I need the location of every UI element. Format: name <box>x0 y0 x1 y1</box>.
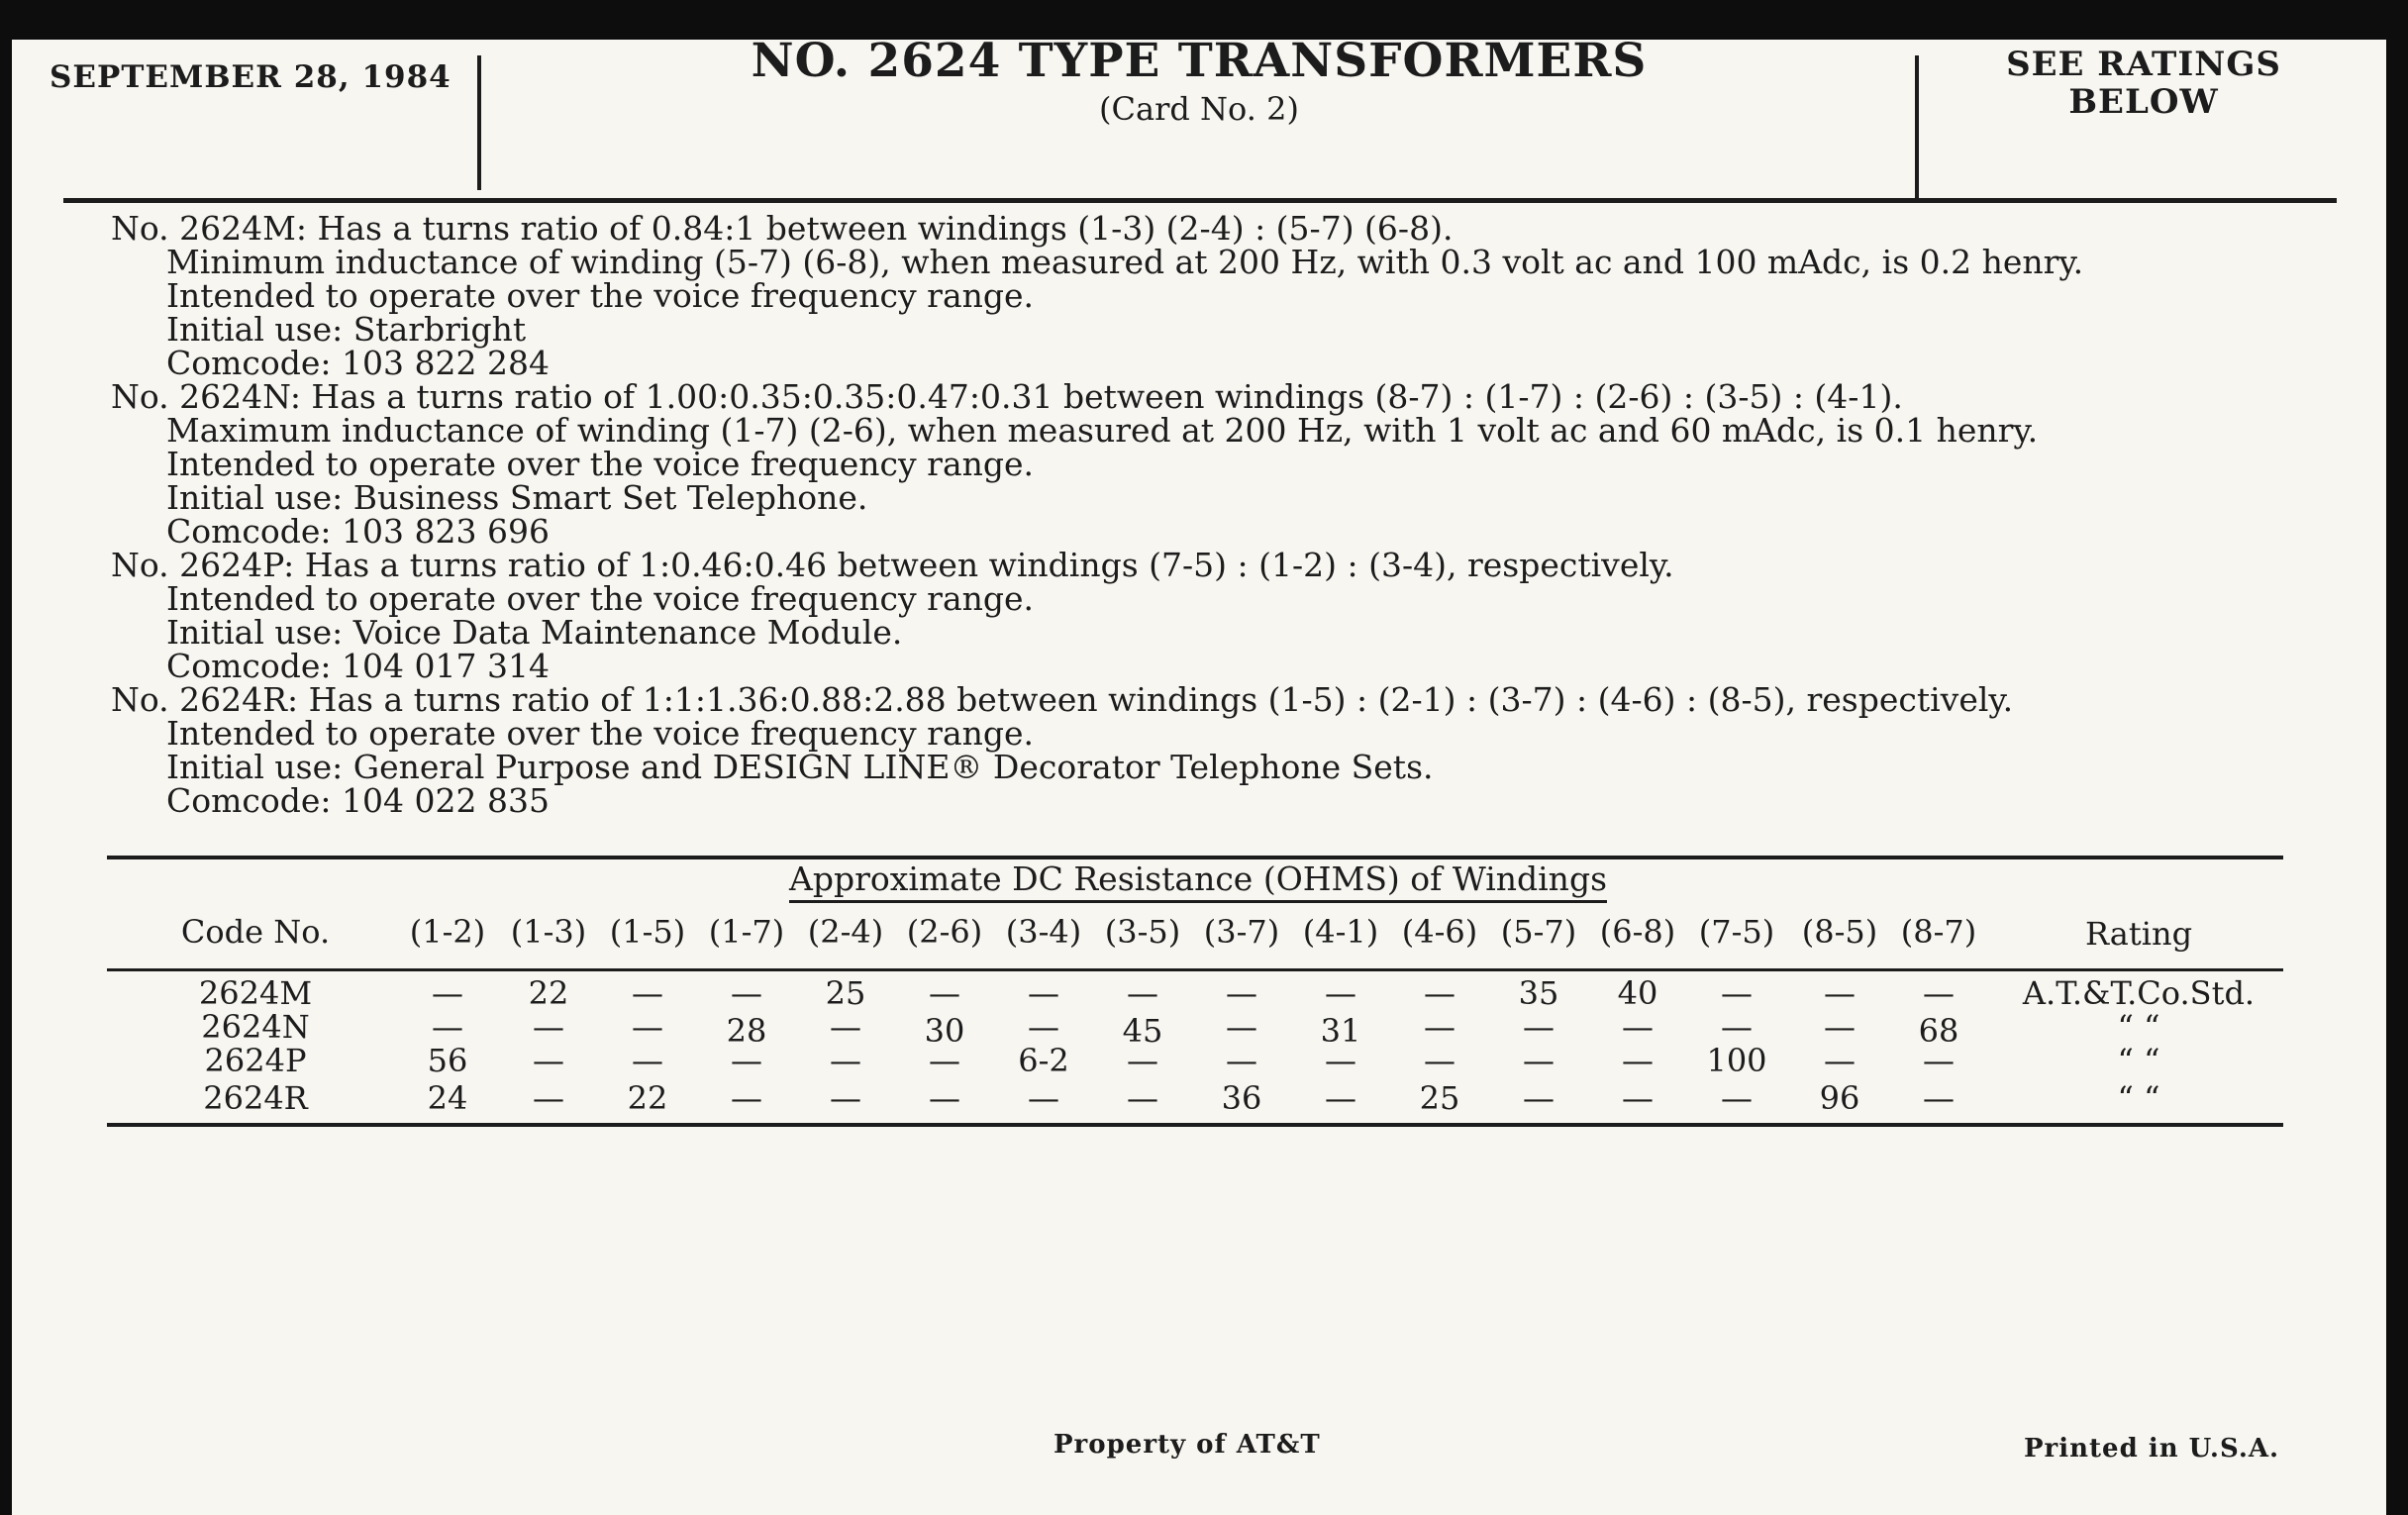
entry-line: Comcode: 103 823 696 <box>166 512 550 551</box>
entry <box>99 377 2327 551</box>
column-header-winding: (1-5) <box>609 913 686 951</box>
table-cell-value: — <box>929 1042 960 1079</box>
entry-line: Intended to operate over the voice frequency range. <box>166 579 1035 618</box>
entry <box>99 680 2327 820</box>
column-header-winding: (6-8) <box>1599 913 1676 951</box>
table-cell-value: — <box>1824 1008 1856 1046</box>
entry-lead: No. 2624P: Has a turns ratio of 1:0.46:0.46 between windings (7-5) : (1-2) : (3-4), respectively. <box>111 546 1674 584</box>
table-cell-rating: “ “ <box>2117 1079 2160 1117</box>
table-cell-value: — <box>1226 1042 1257 1079</box>
entry-line: Comcode: 103 822 284 <box>166 344 550 382</box>
ratings-note <box>1926 46 2361 121</box>
column-header-winding: (1-7) <box>708 913 785 951</box>
table-cell-value: — <box>1226 1008 1257 1046</box>
header-title-block <box>481 34 1917 129</box>
entry-line: Initial use: Starbright <box>166 310 527 349</box>
table-cell-value: 45 <box>1122 1012 1163 1050</box>
table-cell-value: 68 <box>1918 1012 1959 1050</box>
table-cell-value: — <box>1721 1008 1753 1046</box>
table-cell-value: — <box>1325 1042 1356 1079</box>
table-cell-rating: “ “ <box>2117 1008 2160 1046</box>
table-cell-value: — <box>1028 974 1059 1012</box>
table-cell-value: — <box>432 1008 463 1046</box>
table-cell-value: — <box>1424 974 1455 1012</box>
table-cell-rating: A.T.&T.Co.Std. <box>2022 974 2256 1012</box>
table-cell-value: 25 <box>825 974 866 1012</box>
header-rule <box>63 198 2337 203</box>
column-header-winding: (3-7) <box>1203 913 1280 951</box>
table-cell-value: — <box>1325 1079 1356 1117</box>
table-cell-value: — <box>1325 974 1356 1012</box>
table-cell-value: 100 <box>1706 1042 1767 1079</box>
table-cell-value: — <box>1622 1008 1654 1046</box>
column-header-winding: (4-6) <box>1401 913 1478 951</box>
entry-lead: No. 2624R: Has a turns ratio of 1:1:1.36:0.88:2.88 between windings (1-5) : (2-1) : (3-7) : (4-6) : (8-5), respectively. <box>111 680 2014 719</box>
table-cell-value: 40 <box>1617 974 1658 1012</box>
table-cell-value: 30 <box>924 1012 965 1050</box>
table-cell-value: — <box>830 1042 861 1079</box>
transformer-descriptions <box>99 209 2327 820</box>
column-header-winding: (8-5) <box>1801 913 1878 951</box>
entry-line: Comcode: 104 017 314 <box>166 647 550 685</box>
table-cell-value: — <box>929 1079 960 1117</box>
scan-edge <box>2390 0 2408 1515</box>
column-header-winding: (7-5) <box>1698 913 1775 951</box>
entry-line: Intended to operate over the voice frequency range. <box>166 276 1035 315</box>
column-header-winding: (3-5) <box>1104 913 1181 951</box>
table-cell-value: — <box>1622 1079 1654 1117</box>
header-date: SEPTEMBER 28, 1984 <box>50 59 452 95</box>
table-cell-value: 96 <box>1819 1079 1860 1117</box>
table-cell-value: 56 <box>427 1042 468 1079</box>
entry-lead: No. 2624M: Has a turns ratio of 0.84:1 between windings (1-3) (2-4) : (5-7) (6-8). <box>111 209 1454 248</box>
table-cell-code: 2624R <box>203 1079 308 1117</box>
table-cell-value: — <box>1127 1042 1158 1079</box>
table-cell-value: — <box>1923 1042 1955 1079</box>
entry-line: Minimum inductance of winding (5-7) (6-8), when measured at 200 Hz, with 0.3 volt ac and 100 mAdc, is 0.2 henry. <box>166 243 2084 281</box>
table-cell-value: — <box>432 974 463 1012</box>
column-header-winding: (5-7) <box>1500 913 1577 951</box>
table-header-rule <box>107 968 2283 971</box>
table-cell-value: — <box>1824 974 1856 1012</box>
table-cell-value: — <box>830 1008 861 1046</box>
footer-property: Property of AT&T <box>1054 1430 1321 1460</box>
table-cell-code: 2624N <box>201 1008 310 1046</box>
column-header-winding: (4-1) <box>1302 913 1379 951</box>
table-cell-value: — <box>1226 974 1257 1012</box>
table-cell-code: 2624M <box>198 974 313 1012</box>
entry-line: Intended to operate over the voice frequency range. <box>166 445 1035 483</box>
table-cell-value: — <box>632 974 663 1012</box>
column-header-code: Code No. <box>180 913 331 951</box>
table-cell-value: 24 <box>427 1079 468 1117</box>
column-header-winding: (2-4) <box>807 913 884 951</box>
page-title: NO. 2624 TYPE TRANSFORMERS <box>751 34 1648 88</box>
entry-lead: No. 2624N: Has a turns ratio of 1.00:0.35:0.35:0.47:0.31 between windings (8-7) : (1-7) : (2-6) : (3-5) : (4-1). <box>111 377 1903 416</box>
entry <box>99 546 2327 685</box>
table-cell-value: — <box>731 1042 762 1079</box>
column-header-winding: (2-6) <box>906 913 983 951</box>
table-cell-value: — <box>1028 1079 1059 1117</box>
footer-printed: Printed in U.S.A. <box>2024 1434 2280 1464</box>
table-cell-value: — <box>830 1079 861 1117</box>
table-cell-value: 25 <box>1419 1079 1460 1117</box>
column-header-winding: (1-3) <box>510 913 587 951</box>
table-cell-value: 31 <box>1320 1012 1361 1050</box>
column-header-winding: (1-2) <box>409 913 486 951</box>
table-cell-value: 6-2 <box>1018 1042 1069 1079</box>
table-caption: Approximate DC Resistance (OHMS) of Windings <box>762 859 1634 898</box>
table-cell-value: — <box>1721 974 1753 1012</box>
table-cell-value: 22 <box>528 974 569 1012</box>
table-cell-value: 28 <box>726 1012 767 1050</box>
table-cell-code: 2624P <box>204 1042 307 1079</box>
column-header-winding: (3-4) <box>1005 913 1082 951</box>
table-cell-value: 22 <box>627 1079 668 1117</box>
table-cell-value: — <box>1127 974 1158 1012</box>
entry-line: Comcode: 104 022 835 <box>166 781 550 820</box>
table-cell-value: — <box>1523 1042 1555 1079</box>
column-header-rating: Rating <box>2084 915 2193 953</box>
entry-line: Intended to operate over the voice frequency range. <box>166 714 1035 753</box>
table-cell-value: — <box>632 1042 663 1079</box>
table-cell-rating: “ “ <box>2117 1042 2160 1079</box>
entry-line: Maximum inductance of winding (1-7) (2-6), when measured at 200 Hz, with 1 volt ac and 60 mAdc, is 0.1 henry. <box>166 411 2039 450</box>
table-cell-value: — <box>1923 974 1955 1012</box>
table-cell-value: 36 <box>1221 1079 1262 1117</box>
entry-line: Initial use: Voice Data Maintenance Module. <box>166 613 903 652</box>
entry <box>99 209 2327 382</box>
header-divider-right <box>1915 55 1919 198</box>
table-cell-value: — <box>1824 1042 1856 1079</box>
ratings-note-line2: BELOW <box>2068 82 2219 122</box>
table-cell-value: — <box>929 974 960 1012</box>
ratings-note-line1: SEE RATINGS <box>2006 45 2281 84</box>
table-bottom-rule <box>107 1123 2283 1127</box>
table-cell-value: — <box>1028 1008 1059 1046</box>
table-cell-value: — <box>632 1008 663 1046</box>
table-cell-value: — <box>1923 1079 1955 1117</box>
entry-line: Initial use: Business Smart Set Telephone. <box>166 478 868 517</box>
table-cell-value: — <box>1721 1079 1753 1117</box>
table-cell-value: — <box>1523 1008 1555 1046</box>
table-cell-value: — <box>533 1042 564 1079</box>
table-cell-value: — <box>1424 1008 1455 1046</box>
table-cell-value: — <box>533 1079 564 1117</box>
table-cell-value: 35 <box>1518 974 1559 1012</box>
table-cell-value: — <box>731 1079 762 1117</box>
table-cell-value: — <box>731 974 762 1012</box>
table-cell-value: — <box>1622 1042 1654 1079</box>
table-cell-value: — <box>533 1008 564 1046</box>
entry-line: Initial use: General Purpose and DESIGN LINE® Decorator Telephone Sets. <box>166 748 1434 786</box>
table-cell-value: — <box>1424 1042 1455 1079</box>
table-cell-value: — <box>1127 1079 1158 1117</box>
table-cell-value: — <box>1523 1079 1555 1117</box>
page-subtitle: (Card No. 2) <box>1099 90 1299 128</box>
column-header-winding: (8-7) <box>1900 913 1977 951</box>
